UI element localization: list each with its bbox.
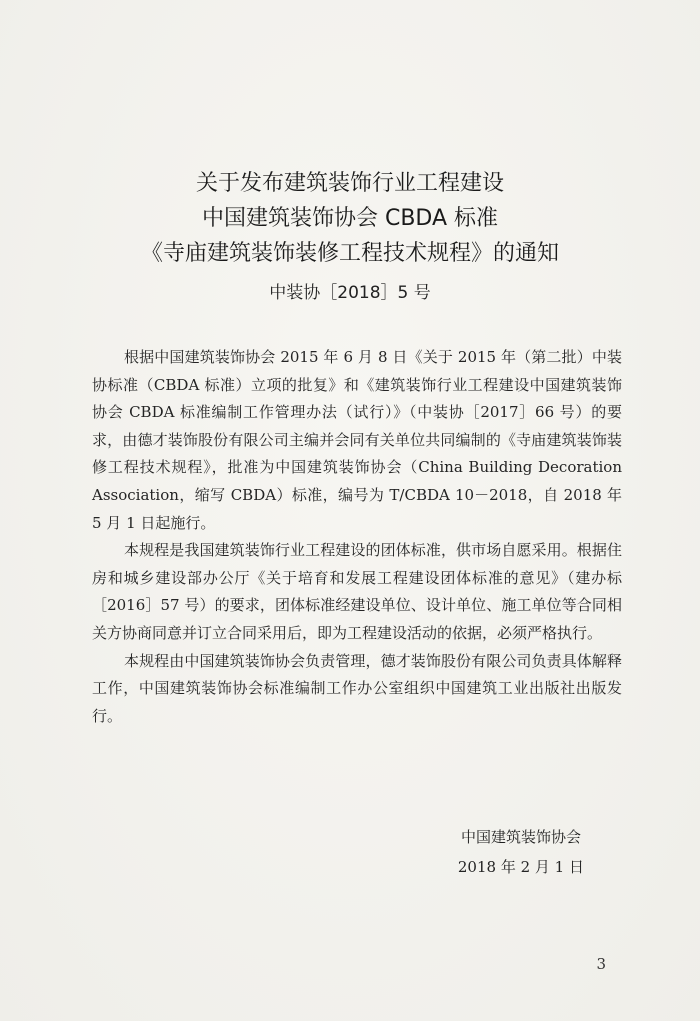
page-number: 3	[596, 955, 606, 973]
title-line-1: 关于发布建筑装饰行业工程建设	[195, 171, 504, 196]
paragraph-2: 本规程是我国建筑装饰行业工程建设的团体标准，供市场自愿采用。根据住房和城乡建设部办公厅《关于培育和发展工程建设团体标准的意见》（建办标［2016］57 号）的要求，团体标准经建设单位、设计单位、施工单位等合同相关方协商同意并订立合同采用后，即为工程建设活动的依据，必须严格执行。	[92, 541, 622, 642]
paragraph-1: 根据中国建筑装饰协会 2015 年 6 月 8 日《关于 2015 年（第二批）中装协标准（CBDA 标准）立项的批复》和《建筑装饰行业工程建设中国建筑装饰协会 CBDA 标准编制工作管理办法（试行）》（中装协［2017］66 号）的要求，由德才装饰股份有限公司主编并会同有关单位共同编制的《寺庙建筑装饰装修工程技术规程》，批准为中国建筑装饰协会（China Building Decoration Association，缩写 CBDA）标准，编号为 T/CBDA 10－2018，自 2018 年 5 月 1 日起施行。	[92, 348, 622, 532]
signature-block	[458, 822, 584, 882]
issue-date: 2018 年 2 月 1 日	[457, 858, 584, 876]
issuing-organization: 中国建筑装饰协会	[460, 828, 581, 846]
document-number: 中装协［2018］5 号	[269, 283, 431, 303]
paragraph-3: 本规程由中国建筑装饰协会负责管理，德才装饰股份有限公司负责具体解释工作，中国建筑装饰协会标准编制工作办公室组织中国建筑工业出版社出版发行。	[92, 651, 622, 725]
notice-body	[92, 344, 622, 730]
notice-title	[0, 166, 700, 271]
title-line-3: 《寺庙建筑装饰装修工程技术规程》的通知	[140, 241, 559, 266]
title-line-2: 中国建筑装饰协会 CBDA 标准	[201, 206, 499, 231]
